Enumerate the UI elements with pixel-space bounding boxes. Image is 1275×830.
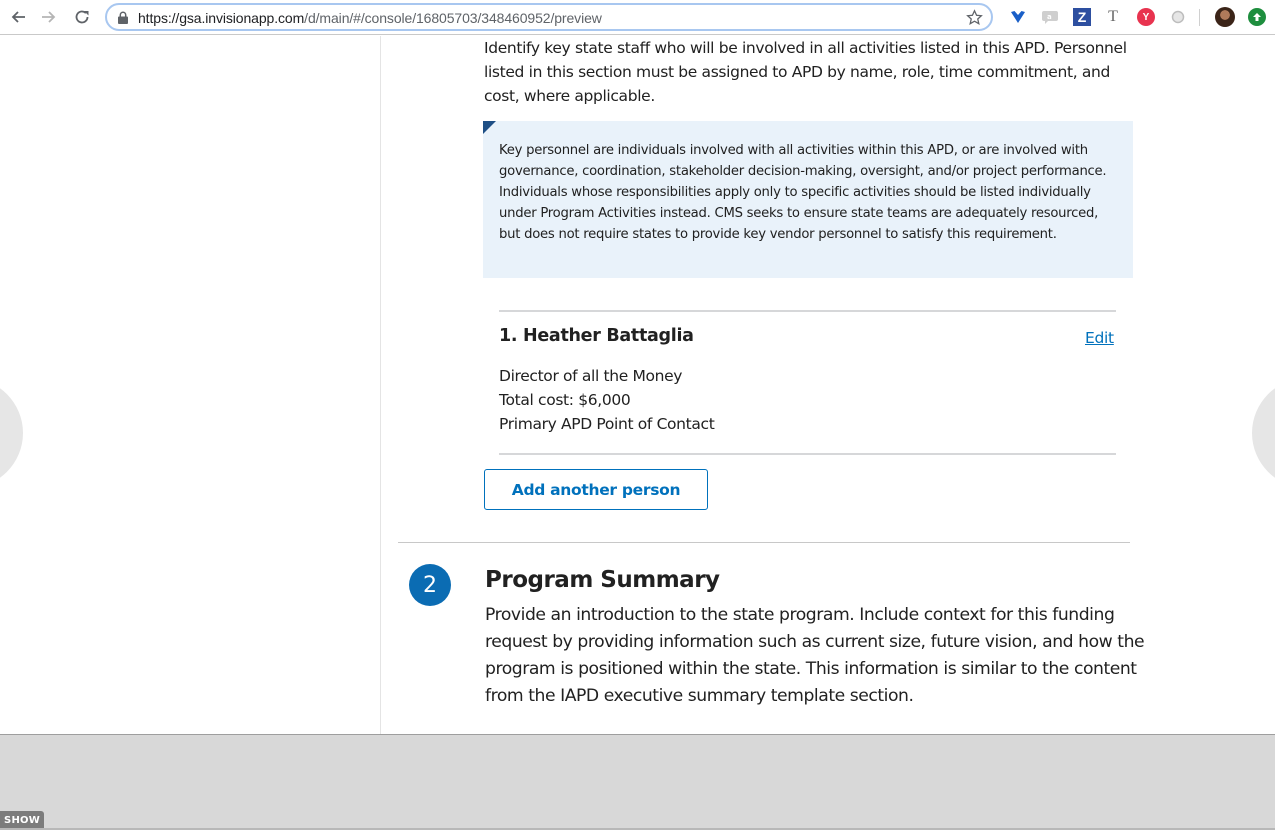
section-intro-text: Identify key state staff who will be involved in all activities listed in this APD. Personnel listed in this section must be assigned to APD by name, role, time commitment, and cost, where applicable. xyxy=(484,39,1127,105)
add-person-button[interactable]: Add another person xyxy=(484,469,708,510)
divider xyxy=(499,310,1116,312)
section-number-badge: 2 xyxy=(409,564,451,606)
zotero-extension-icon[interactable]: Z xyxy=(1073,8,1091,26)
alert-text: Key personnel are individuals involved with all activities within this APD, or are involved with governance, coordination, stakeholder decision-making, oversight, and/or project performance. Individuals whose responsibilities apply only to specific activities should be listed individually under Program Activities instead. CMS seeks to ensure state teams are adequately resourced, but does not require states to provide key vendor personnel to satisfy this requirement. xyxy=(499,143,1107,242)
person-contact-status: Primary APD Point of Contact xyxy=(499,415,715,433)
update-icon[interactable] xyxy=(1248,8,1266,26)
edit-person-link[interactable]: Edit xyxy=(1085,329,1114,347)
red-extension-icon[interactable]: Y xyxy=(1137,8,1155,26)
invision-toolbar xyxy=(0,734,1275,830)
section-title: Program Summary xyxy=(485,567,720,593)
back-button[interactable] xyxy=(7,6,29,28)
address-bar[interactable] xyxy=(105,3,993,31)
person-heading: 1. Heather Battaglia xyxy=(499,326,694,346)
arrow-left-icon xyxy=(10,9,26,25)
text-extension-icon[interactable]: T xyxy=(1108,8,1118,25)
profile-avatar[interactable] xyxy=(1215,7,1235,27)
url-path: /d/main/#/console/16805703/348460952/preview xyxy=(304,10,602,26)
toolbar-separator xyxy=(1199,9,1200,26)
next-screen-hotspot[interactable] xyxy=(1252,378,1275,488)
arrow-right-icon xyxy=(41,9,57,25)
divider xyxy=(499,453,1116,455)
person-total-cost: Total cost: $6,000 xyxy=(499,391,631,409)
url-host: https://gsa.invisionapp.com xyxy=(138,10,305,26)
circle-extension-icon[interactable] xyxy=(1169,8,1187,26)
svg-text:a: a xyxy=(1047,13,1052,21)
prev-screen-hotspot[interactable] xyxy=(0,378,23,488)
page-viewport xyxy=(0,36,1275,734)
bookmark-star-icon[interactable] xyxy=(966,9,983,26)
sidebar-divider xyxy=(380,36,381,734)
forward-button[interactable] xyxy=(38,6,60,28)
section-divider xyxy=(398,542,1130,543)
info-alert xyxy=(483,121,1133,278)
browser-toolbar xyxy=(0,0,1275,35)
heart-v-extension-icon[interactable] xyxy=(1009,8,1027,26)
person-role: Director of all the Money xyxy=(499,367,683,385)
reload-icon xyxy=(74,9,90,25)
show-toolbar-button[interactable]: SHOW xyxy=(0,811,44,830)
reload-button[interactable] xyxy=(71,6,93,28)
section-description: Provide an introduction to the state program. Include context for this funding request by providing information such as current size, future vision, and how the program is positioned within the state. This information is similar to the content from the IAPD executive summary template section. xyxy=(485,605,1145,706)
url-text xyxy=(138,10,602,26)
chat-extension-icon[interactable] xyxy=(1041,8,1059,26)
alert-corner-marker xyxy=(483,121,496,134)
lock-icon xyxy=(117,11,129,24)
